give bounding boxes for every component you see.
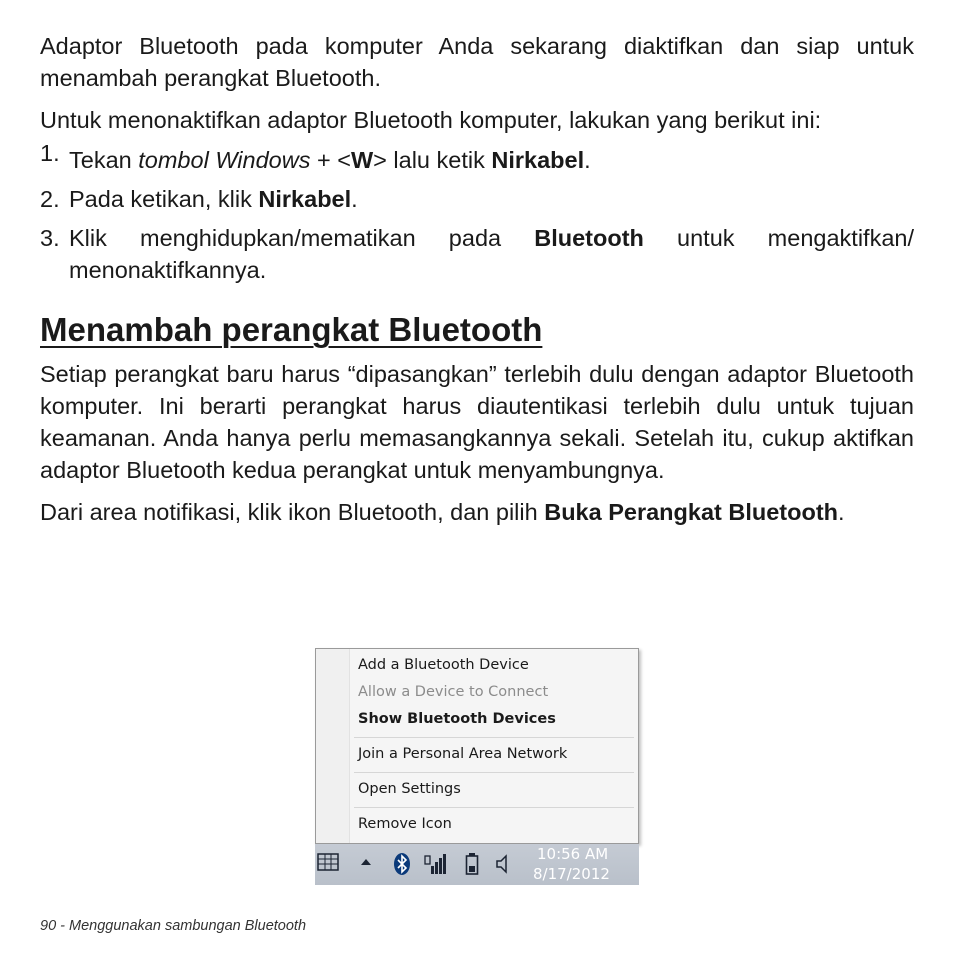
clock-date[interactable]: 8/17/2012	[533, 865, 610, 883]
keyboard-icon[interactable]	[317, 852, 341, 877]
step-bold: Nirkabel	[491, 147, 585, 173]
steps-list	[40, 140, 914, 286]
step-text: .	[584, 147, 591, 173]
step-number: 2.	[40, 186, 60, 212]
intro-paragraph-2: Untuk menonaktifkan adaptor Bluetooth komputer, lakukan yang berikut ini:	[40, 107, 822, 133]
step-number: 1.	[40, 140, 60, 166]
menu-item-remove-icon[interactable]: Remove Icon	[358, 816, 452, 832]
battery-icon[interactable]	[465, 852, 479, 881]
intro-paragraph-1: Adaptor Bluetooth pada komputer Anda sekarang diaktifkan dan siap untuk menambah perangkat Bluetooth.	[40, 33, 914, 91]
menu-item-add-device[interactable]: Add a Bluetooth Device	[358, 657, 529, 673]
taskbar-notification-area	[315, 844, 639, 885]
step-text: > lalu ketik	[373, 147, 492, 173]
page-footer: 90 - Menggunakan sambungan Bluetooth	[40, 918, 307, 934]
step-text: Klik menghidupkan/mematikan pada	[69, 225, 535, 251]
step-text: .	[351, 186, 358, 212]
section-heading: Menambah perangkat Bluetooth	[40, 311, 543, 348]
list-item	[40, 183, 914, 215]
menu-item-allow-connect: Allow a Device to Connect	[358, 684, 549, 700]
step-italic: tombol Windows	[138, 147, 311, 173]
step-text: untuk mengaktifkan/ menonaktifkannya.	[69, 225, 914, 283]
menu-gutter	[316, 649, 350, 843]
bluetooth-context-menu	[315, 648, 639, 844]
bluetooth-icon[interactable]	[392, 852, 412, 881]
step-text: Pada ketikan, klik	[69, 186, 259, 212]
step-number: 3.	[40, 225, 60, 251]
step-bold: Bluetooth	[534, 225, 644, 251]
menu-separator	[354, 737, 634, 738]
paragraph-text: .	[838, 499, 845, 525]
paragraph-text: Dari area notifikasi, klik ikon Bluetooth, dan pilih	[40, 499, 545, 525]
section-paragraph-2	[40, 496, 914, 528]
section-paragraph-1: Setiap perangkat baru harus “dipasangkan” terlebih dulu dengan adaptor Bluetooth komputer. Ini berarti perangkat harus diautentikasi terlebih dulu untuk tujuan keamanan. Anda hanya perlu memasangkannya sekali. Setelah itu, cukup aktifkan adaptor Bluetooth kedua perangkat untuk menyambungnya.	[40, 361, 914, 483]
clock-time[interactable]: 10:56 AM	[537, 845, 609, 863]
list-item	[40, 140, 914, 176]
menu-item-show-devices[interactable]: Show Bluetooth Devices	[358, 711, 556, 727]
menu-separator	[354, 772, 634, 773]
list-item	[40, 222, 914, 286]
paragraph-bold: Buka Perangkat Bluetooth	[544, 499, 839, 525]
step-text: + <	[310, 147, 351, 173]
menu-item-join-pan[interactable]: Join a Personal Area Network	[358, 746, 568, 762]
bluetooth-menu-screenshot	[315, 648, 639, 885]
network-signal-icon[interactable]	[423, 852, 447, 881]
step-key: W	[350, 147, 374, 173]
show-hidden-icons-chevron-icon[interactable]	[359, 854, 373, 874]
page-body	[40, 30, 914, 528]
menu-separator	[354, 807, 634, 808]
step-bold: Nirkabel	[258, 186, 352, 212]
menu-item-open-settings[interactable]: Open Settings	[358, 781, 461, 797]
step-text: Tekan	[69, 147, 139, 173]
volume-icon[interactable]	[495, 852, 513, 881]
